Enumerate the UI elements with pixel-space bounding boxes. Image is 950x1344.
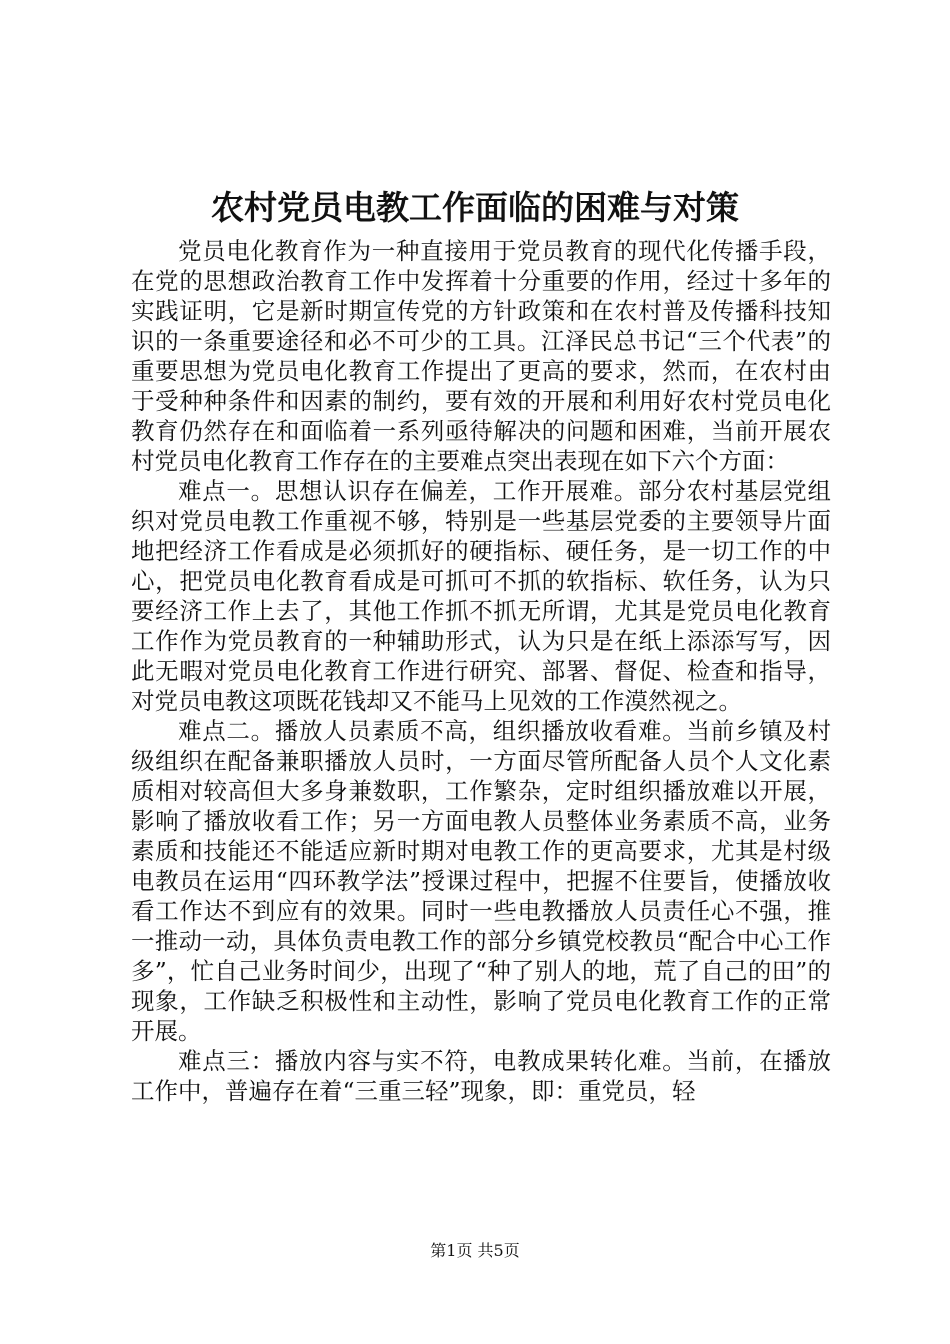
- document-title: 农村党员电教工作面临的困难与对策: [211, 188, 739, 227]
- page-footer: [0, 1240, 950, 1262]
- page-indicator: 第1页 共5页: [430, 1241, 520, 1260]
- paragraph-difficulty-2: 难点二。播放人员素质不高，组织播放收看难。当前乡镇及村级组织在配备兼职播放人员时，一方面尽管所配备人员个人文化素质相对较高但大多身兼数职，工作繁杂，定时组织播放难以开展，影响了播放收看工作；另一方面电教人员整体业务素质不高，业务素质和技能还不能适应新时期对电教工作的更高要求，尤其是村级电教员在运用“四环教学法”授课过程中，把握不住要旨，使播放收看工作达不到应有的效果。同时一些电教播放人员责任心不强，推一推动一动，具体负责电教工作的部分乡镇党校教员“配合中心工作多”，忙自己业务时间少，出现了“种了别人的地，荒了自己的田”的现象，工作缺乏积极性和主动性，影响了党员电化教育工作的正常开展。: [131, 717, 831, 1045]
- paragraph-intro: 党员电化教育作为一种直接用于党员教育的现代化传播手段，在党的思想政治教育工作中发挥着十分重要的作用，经过十多年的实践证明，它是新时期宣传党的方针政策和在农村普及传播科技知识的一条重要途径和必不可少的工具。江泽民总书记“三个代表”的重要思想为党员电化教育工作提出了更高的要求，然而，在农村由于受种种条件和因素的制约，要有效的开展和利用好农村党员电化教育仍然存在和面临着一系列亟待解决的问题和困难，当前开展农村党员电化教育工作存在的主要难点突出表现在如下六个方面：: [131, 237, 831, 475]
- document-body: [131, 236, 831, 1106]
- paragraph-difficulty-3: 难点三：播放内容与实不符，电教成果转化难。当前，在播放工作中，普遍存在着“三重三轻”现象，即：重党员，轻: [131, 1047, 831, 1105]
- paragraph-difficulty-1: 难点一。思想认识存在偏差，工作开展难。部分农村基层党组织对党员电教工作重视不够，特别是一些基层党委的主要领导片面地把经济工作看成是必须抓好的硬指标、硬任务，是一切工作的中心，把党员电化教育看成是可抓可不抓的软指标、软任务，认为只要经济工作上去了，其他工作抓不抓无所谓，尤其是党员电化教育工作作为党员教育的一种辅助形式，认为只是在纸上添添写写，因此无暇对党员电化教育工作进行研究、部署、督促、检查和指导，对党员电教这项既花钱却又不能马上见效的工作漠然视之。: [131, 477, 831, 715]
